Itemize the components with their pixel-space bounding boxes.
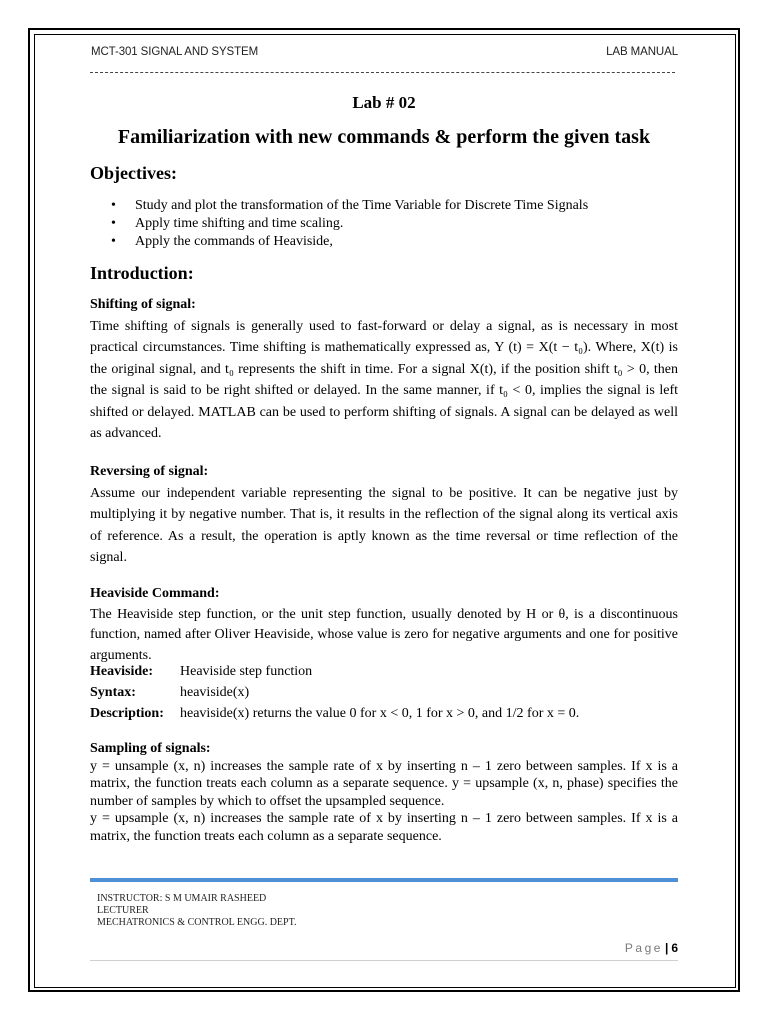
header-divider [90, 72, 675, 73]
shifting-text: Time shifting of signals is generally used to fast-forward or delay a signal, as is necessary in most practical circumstances. Time shifting is mathematically expressed as, Y (t) = X(t − t₀). Where, X(t) is the original signal, and t₀ represents the shift in time. For a signal X(t), if the position shift t₀ > 0, then the signal is said to be right shifted or delayed. In the same manner, if t₀ < 0, implies the signal is left shifted or delayed. MATLAB can be used to perform shifting of signals. A signal can be delayed as well as advanced. [90, 318, 678, 441]
heaviside-heading: Heaviside Command: [90, 586, 220, 601]
objectives-list [107, 197, 588, 251]
header-manual: LAB MANUAL [606, 46, 678, 58]
list-item: • Apply the commands of Heaviside, [107, 233, 588, 251]
definition-key: Heaviside: [90, 664, 153, 679]
definition-value: Heaviside step function [180, 664, 313, 679]
definition-row [90, 706, 579, 722]
definition-value: heaviside(x) returns the value 0 for x < 0, 1 for x > 0, and 1/2 for x = 0. [180, 706, 580, 721]
footer-designation: LECTURER [97, 905, 149, 916]
reversing-section [90, 461, 678, 569]
footer-divider [90, 878, 678, 882]
header-course: MCT-301 SIGNAL AND SYSTEM [91, 46, 259, 58]
reversing-heading: Reversing of signal: [90, 464, 209, 479]
page-number [625, 941, 678, 955]
sampling-text-1: y = unsample (x, n) increases the sample rate of x by inserting n – 1 zero between samples. If x is a matrix, the function treats each column as a separate sequence. y = upsample (x, n, phase) specifies the number of samples by which to offset the upsampled sequence. [90, 758, 678, 809]
page-bottom-rule [90, 960, 678, 961]
sampling-text-2: y = upsample (x, n) increases the sample rate of x by inserting n – 1 zero between samples. If x is a matrix, the function treats each column as a separate sequence. [90, 811, 678, 844]
footer-instructor: INSTRUCTOR: S M UMAIR RASHEED [97, 893, 267, 904]
heaviside-section [90, 584, 678, 666]
shifting-heading: Shifting of signal: [90, 297, 196, 312]
definition-row [90, 664, 312, 680]
definition-key: Description: [90, 706, 164, 721]
reversing-text: Assume our independent variable representing the signal to be positive. It can be negative just by multiplying it by negative number. That is, it results in the reflection of the signal along its vertical axis of reference. As a result, the operation is aptly known as the time reversal or time reflection of the signal. [90, 485, 678, 565]
sampling-heading: Sampling of signals: [90, 741, 211, 756]
page-title: Familiarization with new commands & perform the given task [117, 126, 651, 148]
heaviside-text: The Heaviside step function, or the unit step function, usually denoted by H or θ, is a discontinuous function, named after Oliver Heaviside, whose value is zero for negative arguments and one for positive arguments. [90, 606, 678, 663]
footer-department: MECHATRONICS & CONTROL ENGG. DEPT. [97, 917, 297, 928]
page-label: Page [624, 941, 663, 955]
definition-value: heaviside(x) [180, 685, 250, 700]
page-number-value: 6 [671, 941, 678, 955]
objectives-heading: Objectives: [90, 163, 177, 183]
shifting-section [90, 294, 678, 445]
definition-key: Syntax: [90, 685, 136, 700]
page-separator: | [664, 941, 669, 955]
list-item: • Study and plot the transformation of the Time Variable for Discrete Time Signals [107, 197, 588, 215]
definition-row [90, 685, 249, 701]
lab-number: Lab # 02 [352, 93, 416, 112]
introduction-heading: Introduction: [90, 263, 194, 283]
sampling-section [90, 740, 678, 845]
list-item: • Apply time shifting and time scaling. [107, 215, 588, 233]
